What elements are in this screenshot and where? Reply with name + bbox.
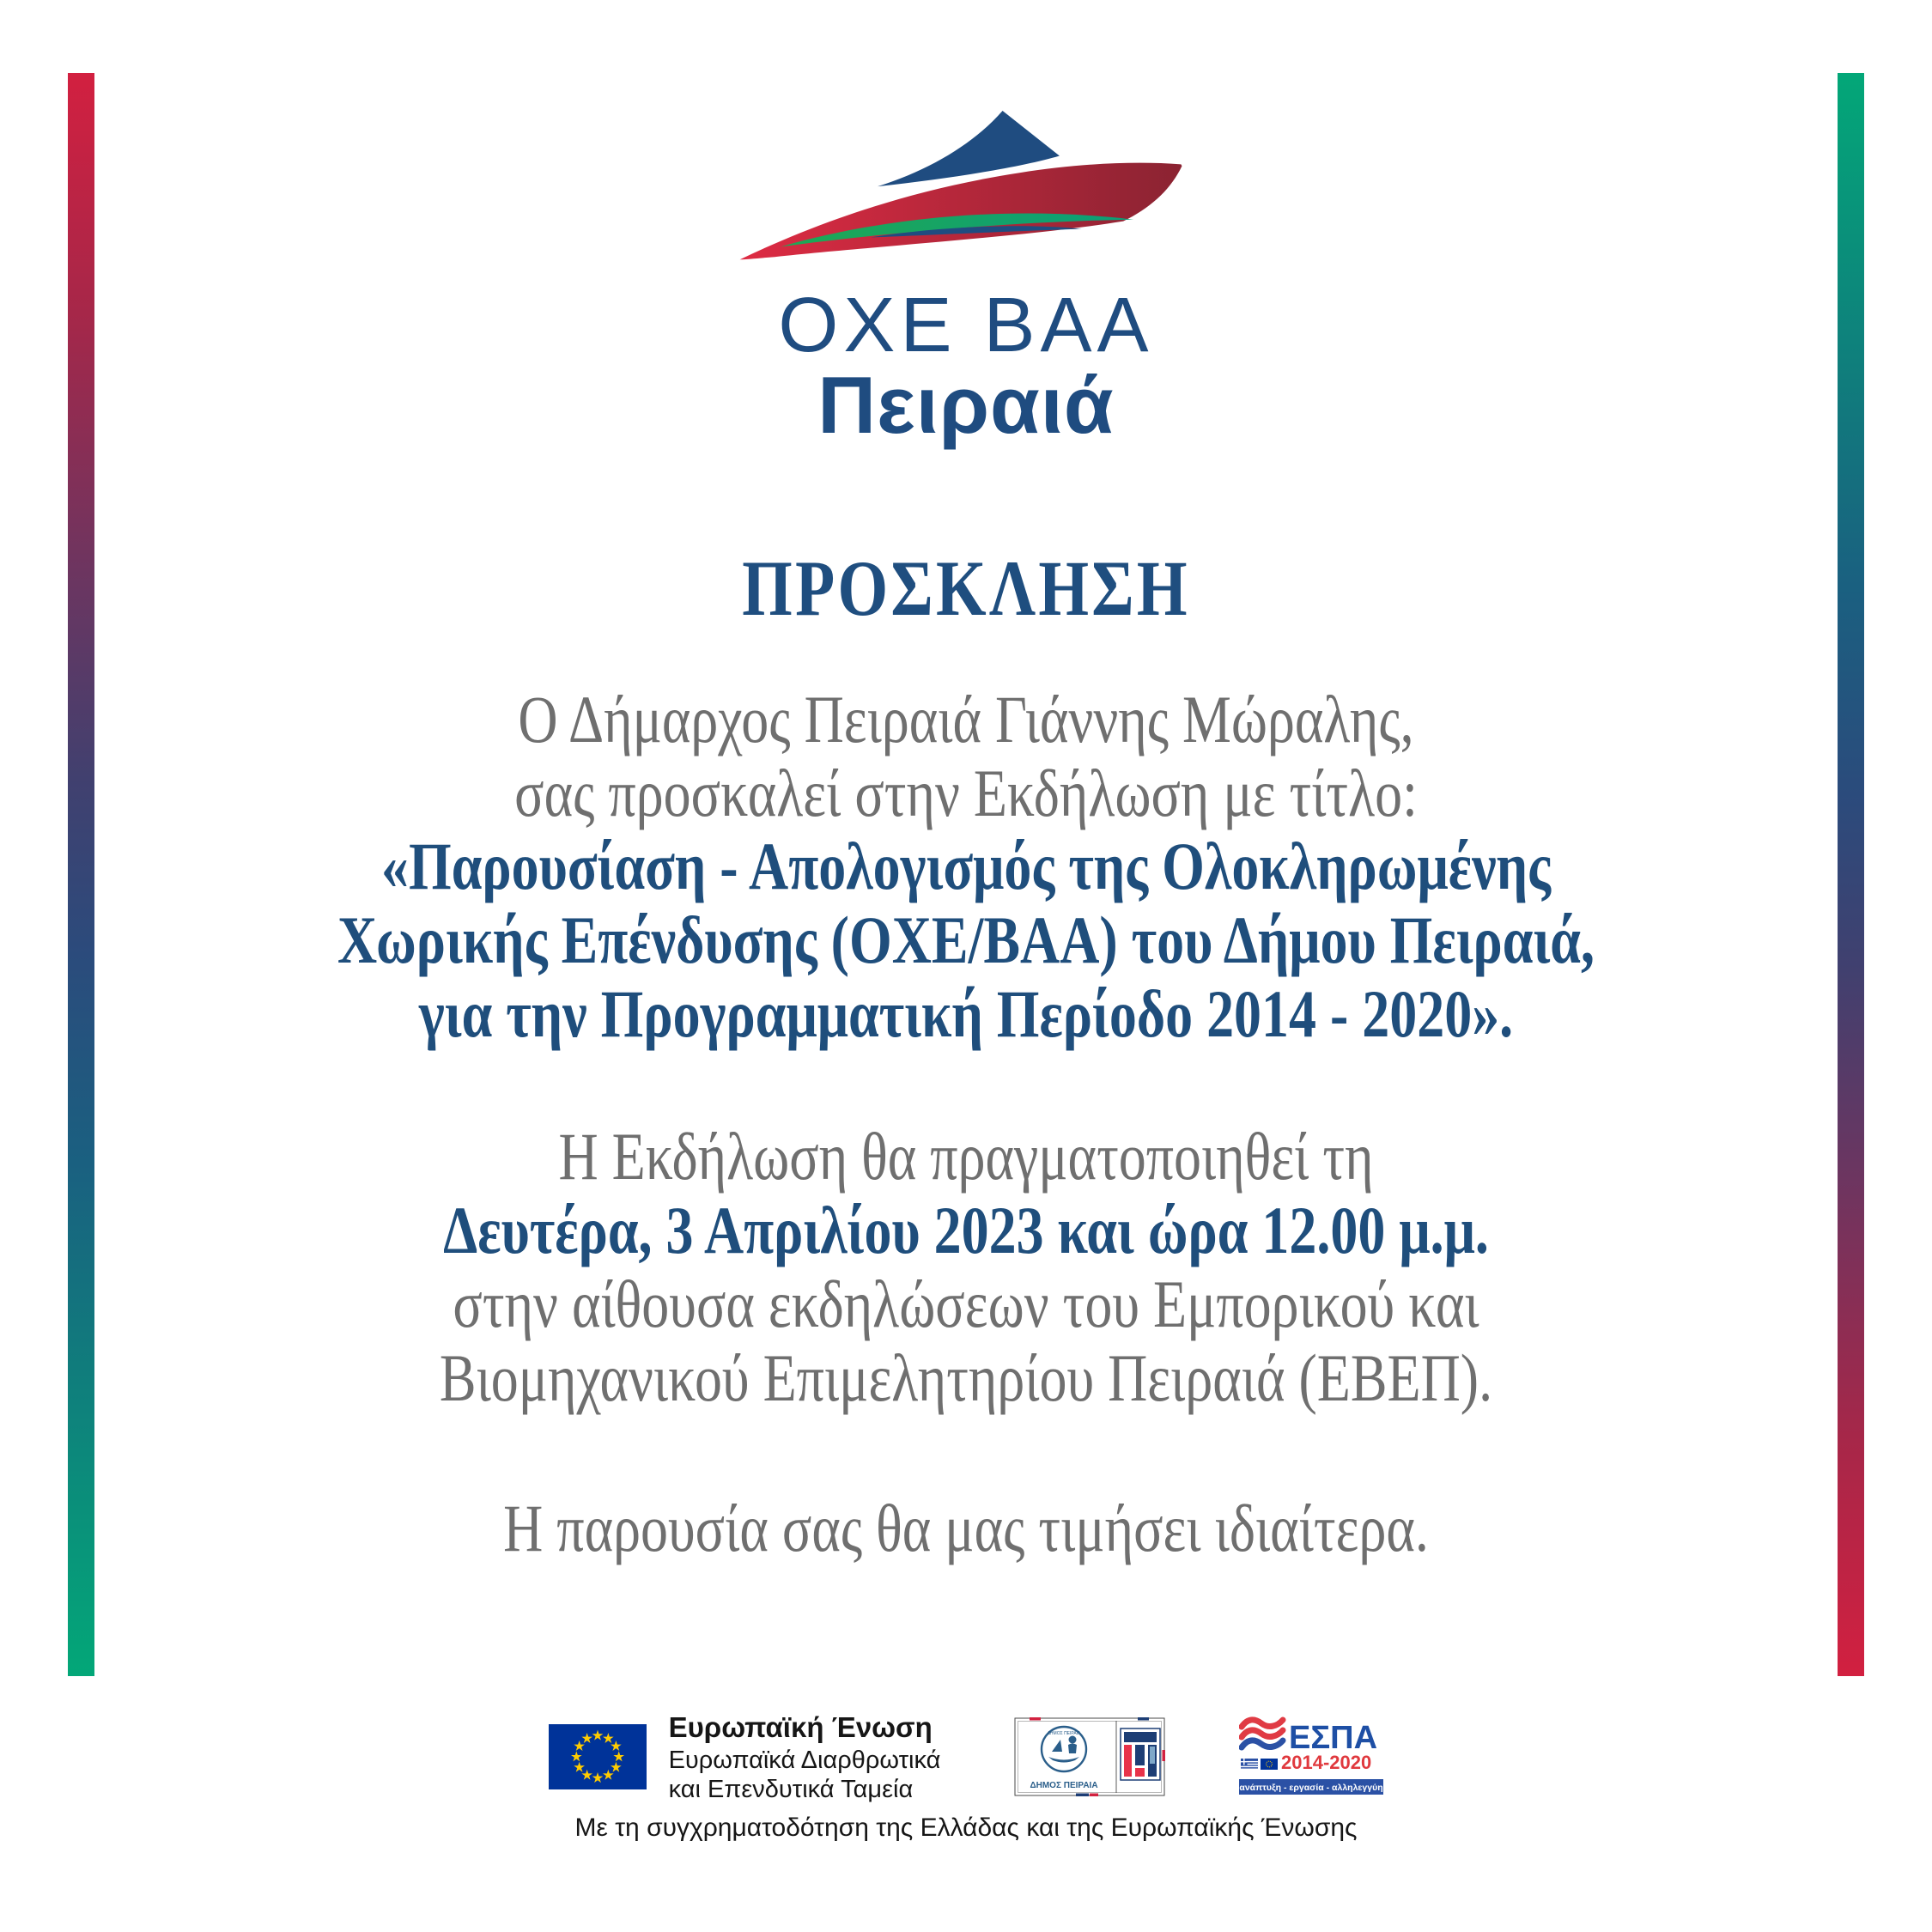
- event-title-line-2: Χωρικής Επένδυσης (ΟΧΕ/ΒΑΑ) του Δήμου Πειραιά,: [337, 902, 1595, 977]
- eu-sub-1: Ευρωπαϊκά Διαρθρωτικά: [668, 1747, 941, 1774]
- espa-logo: [1239, 1714, 1383, 1800]
- pi-glyph: [1121, 1728, 1160, 1780]
- oxe-baa-logo: [0, 108, 1932, 450]
- eu-flag-mini: [1261, 1759, 1278, 1770]
- details-line-1: Η Εκδήλωση θα πραγματοποιηθεί τη: [558, 1119, 1374, 1194]
- details-line-3: στην αίθουσα εκδηλώσεων του Εμπορικού και: [453, 1267, 1479, 1341]
- boat-logo-icon: [737, 108, 1196, 278]
- espa-motto: ανάπτυξη - εργασία - αλληλεγγύη: [1239, 1783, 1384, 1793]
- municipality-label: ΔΗΜΟΣ ΠΕΙΡΑΙΑ: [1030, 1781, 1098, 1790]
- eu-flag-icon: [549, 1718, 647, 1795]
- intro-line-1: Ο Δήμαρχος Πειραιά Γιάννης Μώραλης,: [518, 682, 1414, 756]
- greek-flag-mini: [1241, 1759, 1258, 1770]
- espa-period: 2014-2020: [1281, 1752, 1372, 1773]
- event-title-line-1: «Παρουσίαση - Απολογισμός της Ολοκληρωμένης: [381, 829, 1551, 903]
- svg-text:ΔΗΜΟΣ ΠΕΙΡΑΙΑ: ΔΗΜΟΣ ΠΕΙΡΑΙΑ: [1048, 1731, 1081, 1736]
- municipality-piraeus-logo: [1014, 1717, 1165, 1796]
- eu-text-block: [669, 1710, 941, 1804]
- details-line-4: Βιομηχανικού Επιμελητηρίου Πειραιά (ΕΒΕΠ).: [439, 1340, 1493, 1415]
- cofinance-note: Με τη συγχρηματοδότηση της Ελλάδας και της Ευρωπαϊκής Ένωσης: [574, 1814, 1358, 1842]
- piraeus-seal: [1042, 1727, 1086, 1771]
- espa-name: ΕΣΠΑ: [1289, 1720, 1378, 1756]
- eu-logo-block: [549, 1710, 941, 1804]
- logo-text-oxe-baa: ΟΧΕ ΒΑΑ: [778, 283, 1154, 368]
- funding-logos-row: [0, 1711, 1932, 1803]
- details-date-time: Δευτέρα, 3 Απριλίου 2023 και ώρα 12.00 μ.μ.: [443, 1193, 1489, 1267]
- hull-shape: [739, 163, 1182, 260]
- closing-line: Η παρουσία σας θα μας τιμήσει ιδιαίτερα.: [503, 1491, 1429, 1565]
- event-details-paragraph: [174, 1120, 1759, 1415]
- event-title-line-3: για την Προγραμματική Περίοδο 2014 - 2020».: [418, 976, 1514, 1051]
- logo-text-peiraia: Πειραιά: [817, 360, 1115, 450]
- page-title: ΠΡΟΣΚΛΗΣΗ: [742, 544, 1190, 632]
- eu-sub-2: και Επενδυτικά Ταμεία: [668, 1776, 914, 1803]
- eu-name: Ευρωπαϊκή Ένωση: [668, 1711, 933, 1743]
- intro-paragraph: [174, 683, 1759, 830]
- intro-line-2: σας προσκαλεί στην Εκδήλωση με τίτλο:: [514, 756, 1418, 830]
- event-title-paragraph: [174, 829, 1759, 1051]
